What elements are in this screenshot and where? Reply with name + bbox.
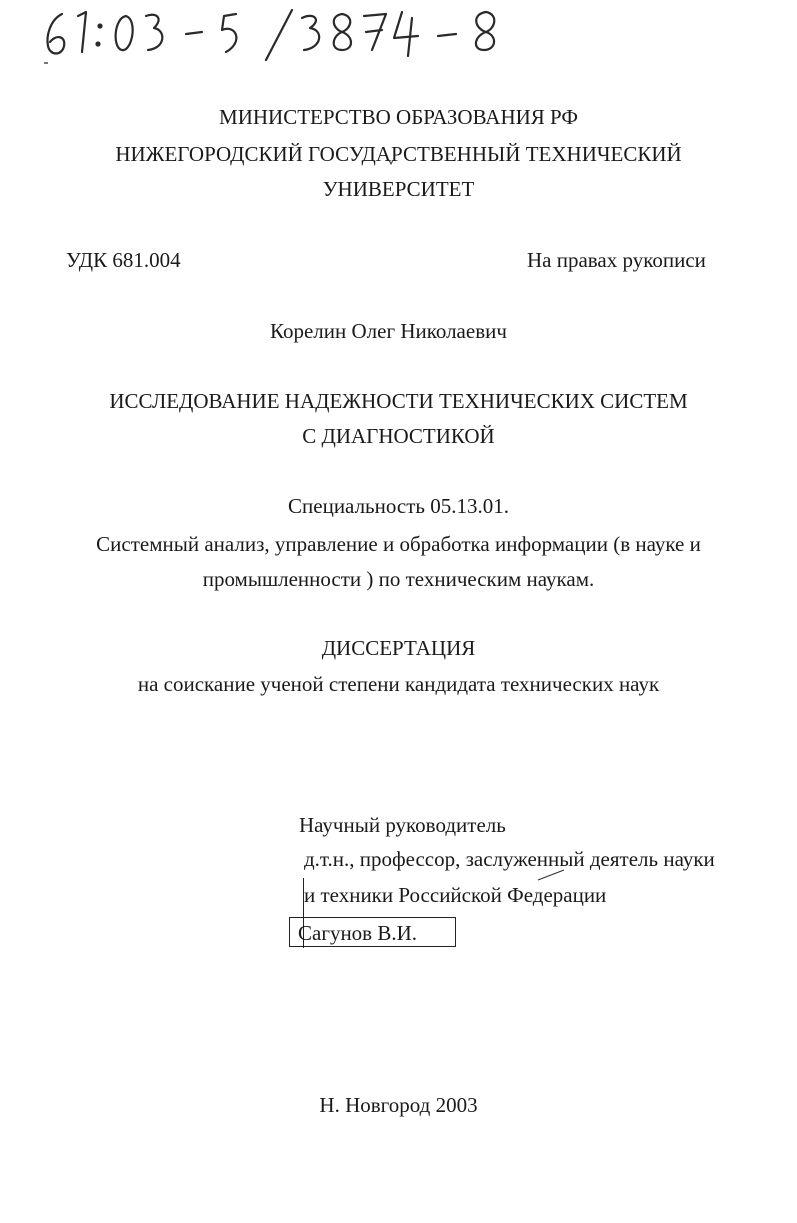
- rights-note: На правах рукописи: [527, 248, 706, 272]
- specialty-description-line-2: промышленности ) по техническим наукам.: [202, 567, 595, 591]
- supervisor-heading: Научный руководитель: [299, 813, 506, 837]
- pen-stroke-mark: [536, 868, 566, 882]
- thesis-title-line-1: ИССЛЕДОВАНИЕ НАДЕЖНОСТИ ТЕХНИЧЕСКИХ СИСТЕМ: [109, 389, 688, 413]
- city-year: Н. Новгород 2003: [319, 1093, 478, 1117]
- supervisor-title-line-2: и техники Российской Федерации: [304, 883, 607, 907]
- specialty-code: Специальность 05.13.01.: [288, 494, 509, 518]
- ministry-line-2: НИЖЕГОРОДСКИЙ ГОСУДАРСТВЕННЫЙ ТЕХНИЧЕСКИЙ: [115, 142, 682, 166]
- thesis-title-line-2: С ДИАГНОСТИКОЙ: [302, 424, 495, 448]
- specialty-description-line-1: Системный анализ, управление и обработка информации (в науке и: [96, 532, 701, 556]
- dissertation-heading: ДИССЕРТАЦИЯ: [321, 636, 476, 660]
- ministry-line-3: УНИВЕРСИТЕТ: [322, 177, 475, 201]
- supervisor-name: Сагунов В.И.: [298, 921, 418, 945]
- pen-dot-mark: [388, 159, 394, 165]
- scan-speck: [44, 62, 48, 64]
- udk-code: УДК 681.004: [66, 248, 181, 272]
- author-name: Корелин Олег Николаевич: [270, 319, 507, 343]
- ministry-line-1: МИНИСТЕРСТВО ОБРАЗОВАНИЯ РФ: [219, 105, 578, 129]
- handwritten-archive-number: [40, 6, 500, 64]
- dissertation-subtitle: на соискание ученой степени кандидата технических наук: [137, 672, 660, 696]
- supervisor-title-line-1: д.т.н., профессор, заслуженный деятель науки: [304, 847, 715, 871]
